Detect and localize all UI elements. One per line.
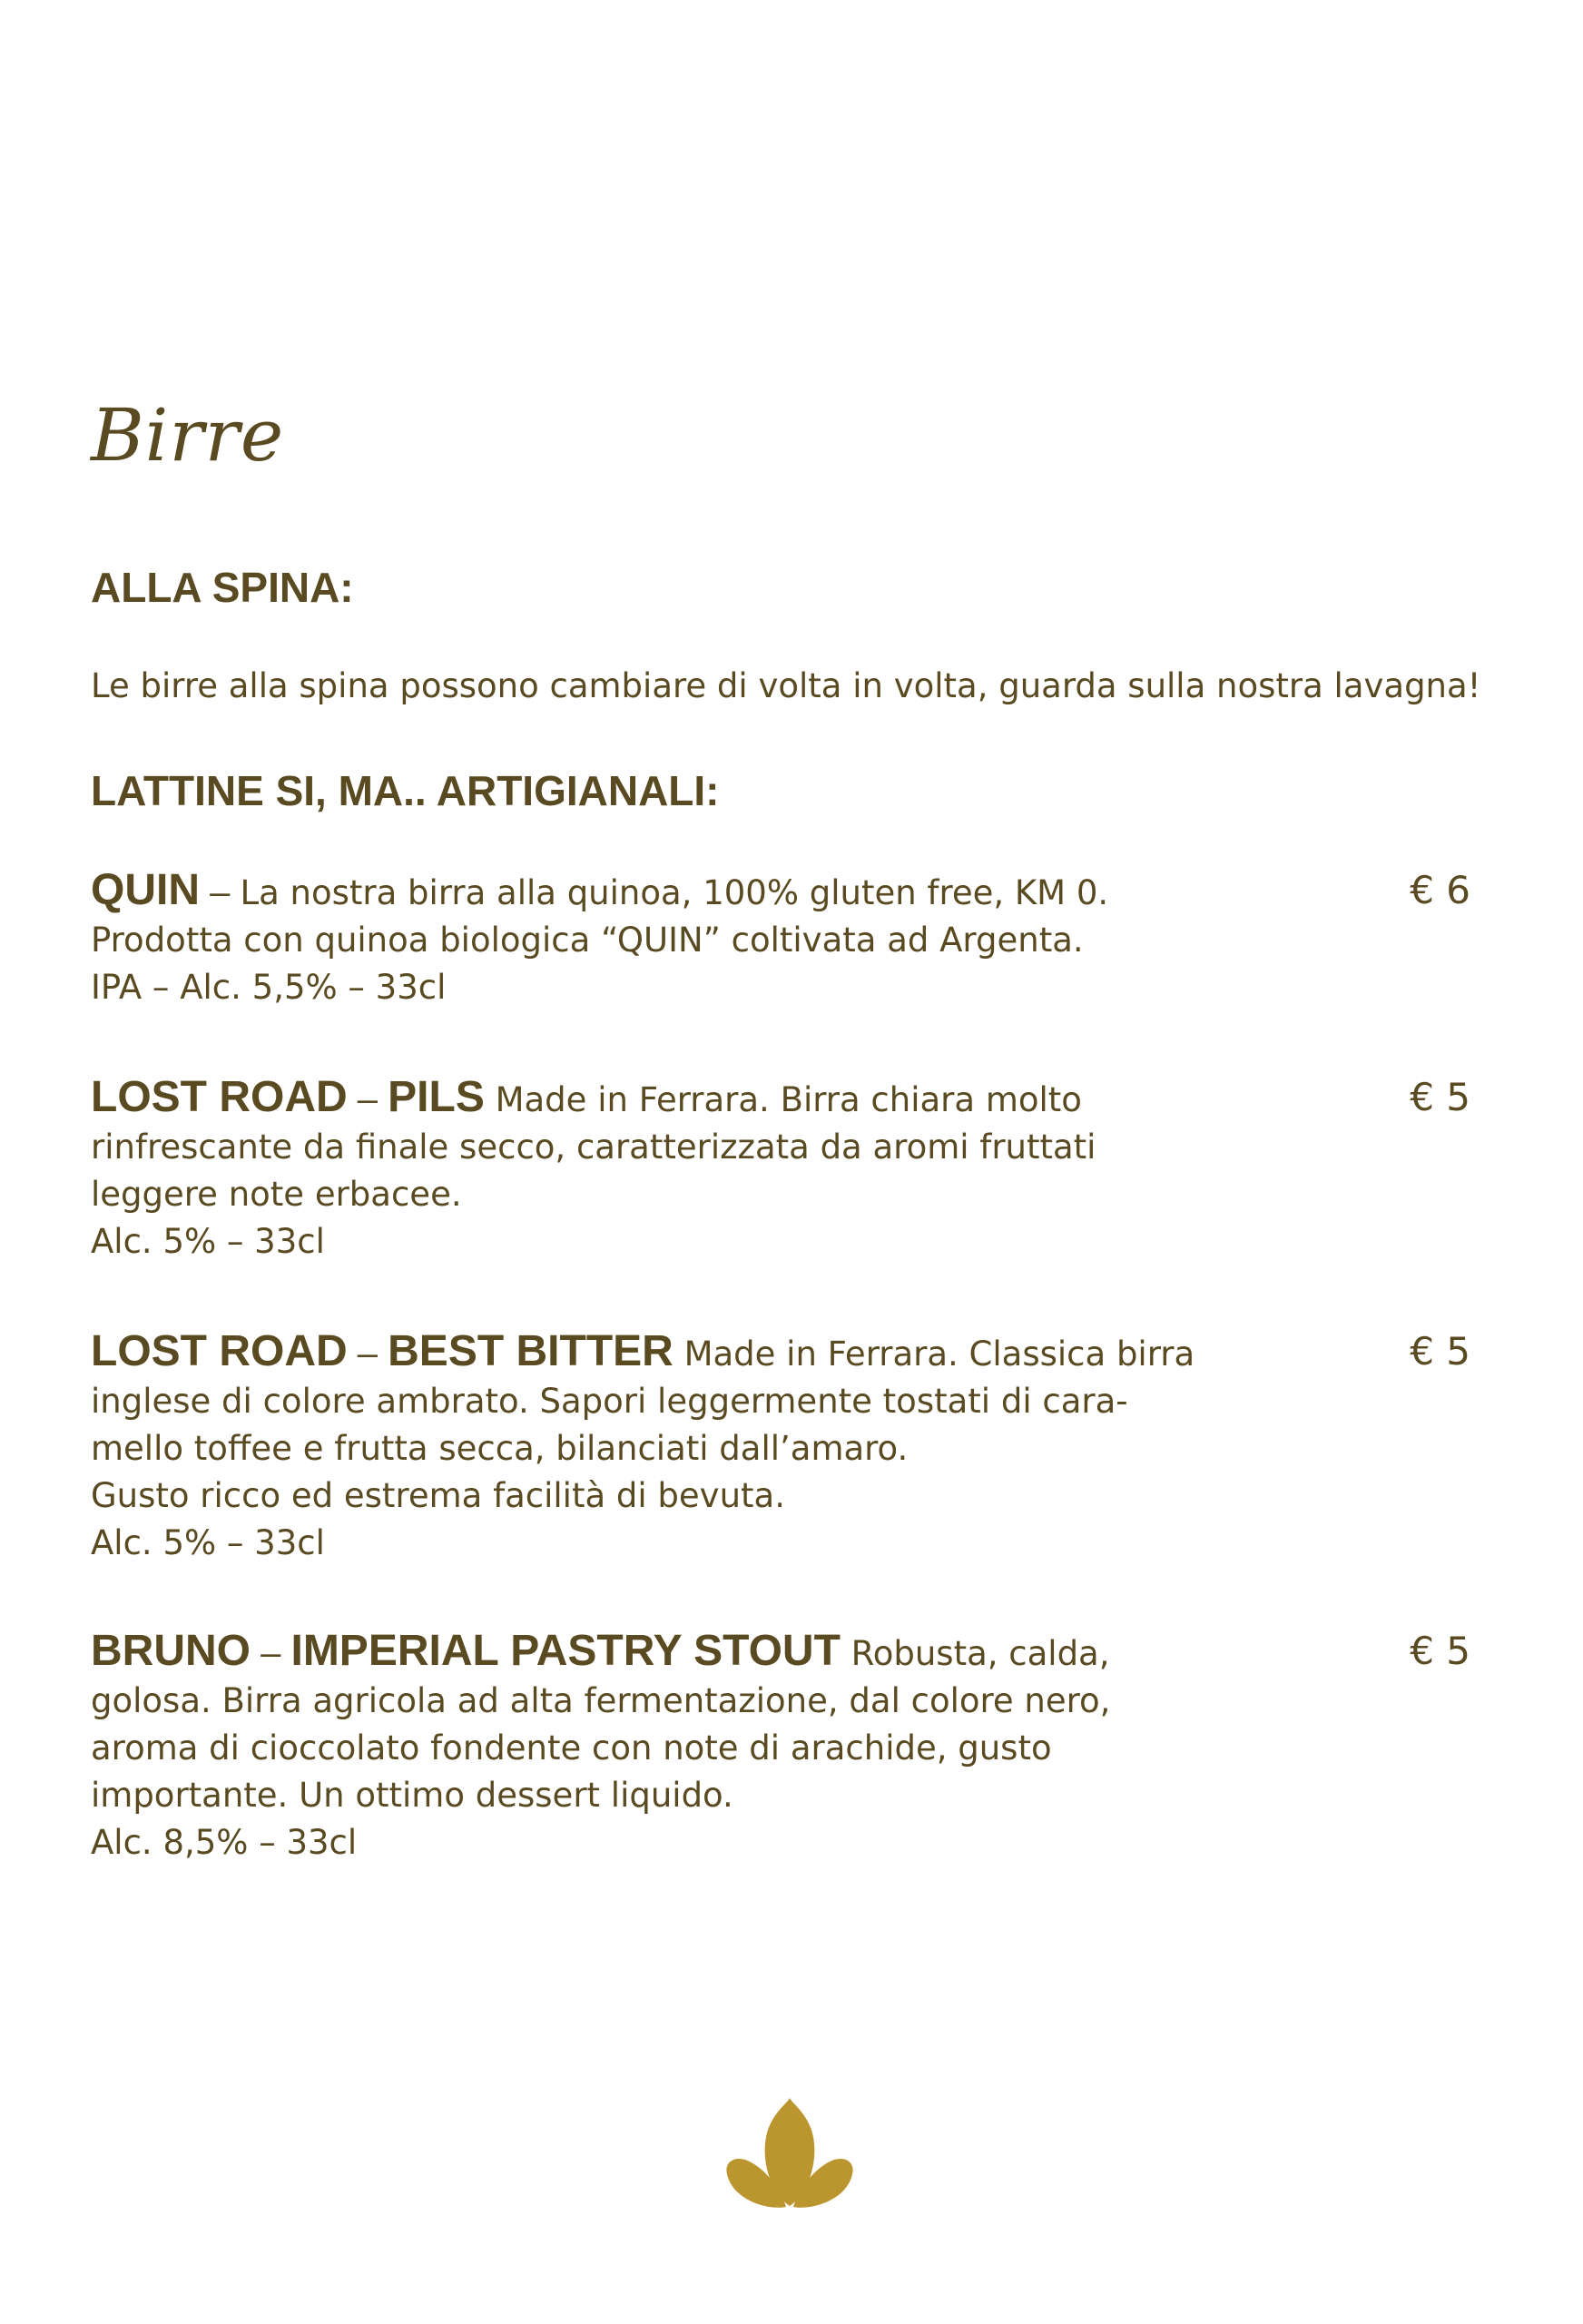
- description-text: La nostra birra alla quinoa, 100% gluten free, KM 0.: [240, 873, 1109, 912]
- beer-name: LOST ROAD: [91, 1073, 348, 1121]
- beer-name: LOST ROAD: [91, 1327, 348, 1375]
- description-line: [91, 1328, 1216, 1378]
- menu-item-lost-road-pils: [91, 1074, 1470, 1265]
- price: € 6: [1410, 868, 1470, 912]
- section-heading-alla-spina: ALLA SPINA:: [91, 564, 354, 611]
- description-line: Alc. 5% – 33cl: [91, 1523, 325, 1562]
- menu-item-description: [91, 1074, 1216, 1265]
- price: € 5: [1410, 1629, 1470, 1673]
- description-line: IPA – Alc. 5,5% – 33cl: [91, 968, 447, 1007]
- description-line: Prodotta con quinoa biologica “QUIN” coltivata ad Argenta.: [91, 921, 1084, 960]
- separator: –: [200, 872, 241, 912]
- description-line: Gusto ricco ed estrema facilità di bevuta.: [91, 1476, 785, 1515]
- menu-item-lost-road-best-bitter: [91, 1328, 1470, 1567]
- description-line: importante. Un ottimo dessert liquido.: [91, 1776, 733, 1815]
- description-line: golosa. Birra agricola ad alta fermentazione, dal colore nero,: [91, 1681, 1111, 1720]
- menu-item-quin: [91, 867, 1470, 1011]
- description-line: inglese di colore ambrato. Sapori leggermente tostati di cara-: [91, 1382, 1128, 1421]
- description-text: Made in Ferrara. Classica birra: [673, 1334, 1195, 1374]
- price: € 5: [1410, 1329, 1470, 1374]
- section-heading-lattine: LATTINE SI, MA.. ARTIGIANALI:: [91, 767, 720, 814]
- separator: –: [347, 1079, 388, 1119]
- description-line: [91, 867, 1216, 917]
- menu-item-description: [91, 1628, 1216, 1866]
- price: € 5: [1410, 1075, 1470, 1119]
- description-line: leggere note erbacee.: [91, 1175, 462, 1214]
- separator: –: [251, 1633, 291, 1673]
- menu-item-description: [91, 867, 1216, 1011]
- page-title: Birre: [91, 393, 285, 478]
- description-text: Robusta, calda,: [840, 1634, 1110, 1673]
- leaf-logo-icon: [722, 2083, 858, 2211]
- beer-style: PILS: [388, 1073, 485, 1121]
- beer-name: QUIN: [91, 866, 200, 914]
- description-line: aroma di cioccolato fondente con note di arachide, gusto: [91, 1728, 1052, 1768]
- description-line: rinfrescante da finale secco, caratterizzata da aromi fruttati: [91, 1128, 1096, 1167]
- menu-item-description: [91, 1328, 1216, 1567]
- alla-spina-description: Le birre alla spina possono cambiare di volta in volta, guarda sulla nostra lavagna!: [91, 666, 1481, 705]
- description-line: [91, 1628, 1216, 1678]
- separator: –: [347, 1334, 388, 1374]
- description-line: Alc. 5% – 33cl: [91, 1222, 325, 1261]
- beer-style: BEST BITTER: [388, 1327, 674, 1375]
- description-line: Alc. 8,5% – 33cl: [91, 1823, 358, 1862]
- description-line: [91, 1074, 1216, 1124]
- menu-item-bruno-imperial-pastry-stout: [91, 1628, 1470, 1866]
- beer-name: BRUNO: [91, 1627, 251, 1675]
- description-text: Made in Ferrara. Birra chiara molto: [484, 1080, 1082, 1119]
- beer-style: IMPERIAL PASTRY STOUT: [290, 1627, 841, 1675]
- description-line: mello toffee e frutta secca, bilanciati dall’amaro.: [91, 1429, 909, 1468]
